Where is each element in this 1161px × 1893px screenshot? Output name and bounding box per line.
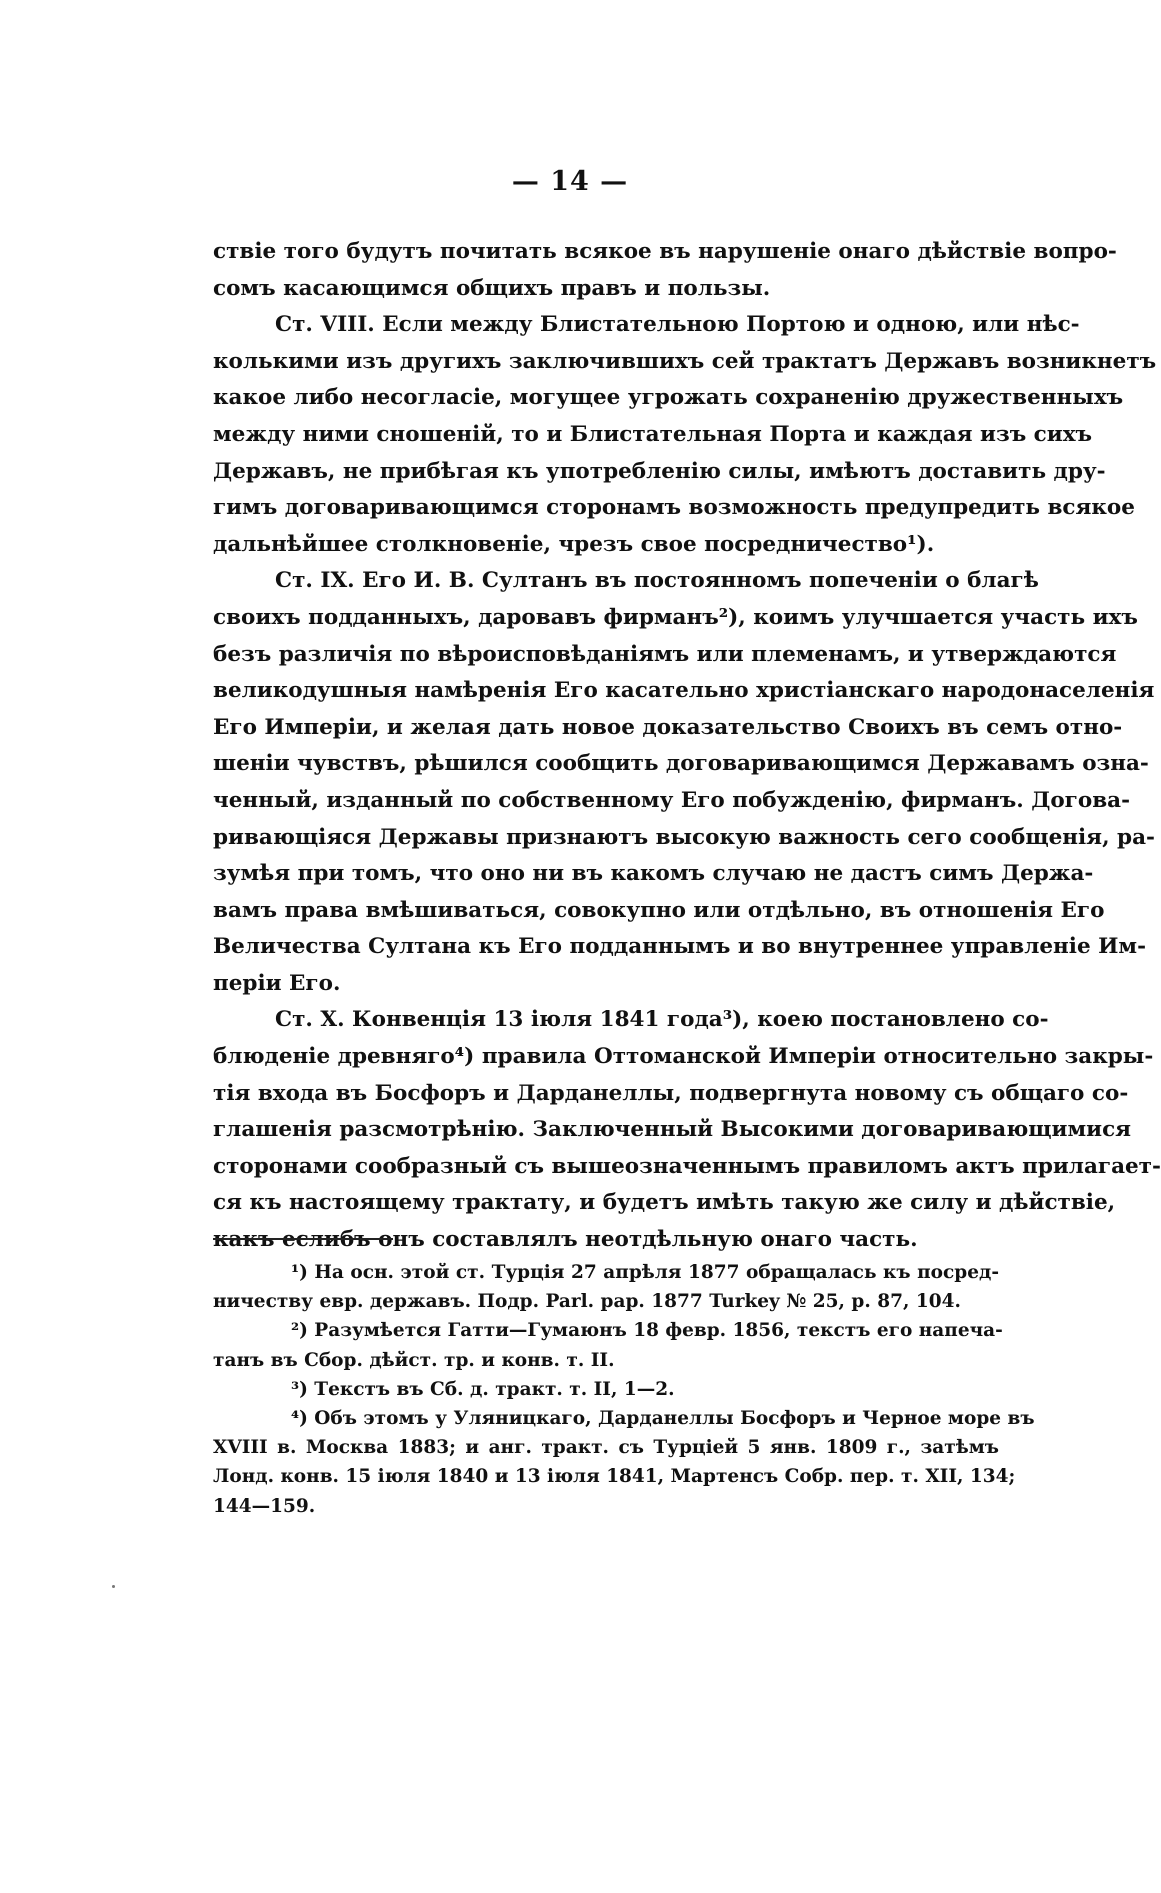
text-line: ствіе того будутъ почитать всякое въ нарушеніе онаго дѣйствіе вопро- bbox=[213, 239, 1117, 264]
text-line: Державъ, не прибѣгая къ употребленію силы, имѣютъ доставить дру- bbox=[213, 458, 1106, 484]
text-line: какъ еслибъ онъ составлялъ неотдѣльную онаго часть. bbox=[213, 1227, 918, 1253]
text-line: вамъ права вмѣшиваться, совокупно или отдѣльно, въ отношенія Его bbox=[213, 897, 1105, 923]
text-line: глашенія разсмотрѣнію. Заключенный Высокими договаривающимися bbox=[213, 1117, 1132, 1143]
footnote-line: XVIII в. Москва 1883; и анг. тракт. съ Турціей 5 янв. 1809 г., затѣмъ bbox=[213, 1437, 999, 1459]
main-text bbox=[213, 234, 1161, 1259]
footnote-line: ³) Текстъ въ Сб. д. тракт. т. II, 1—2. bbox=[291, 1378, 675, 1400]
text-line: ся къ настоящему трактату, и будетъ имѣть такую же силу и дѣйствіе, bbox=[213, 1190, 1116, 1216]
page-number: — 14 — bbox=[511, 166, 629, 197]
text-line: безъ различія по вѣроисповѣданіямъ или племенамъ, и утверждаются bbox=[213, 641, 1117, 667]
text-line: Его Имперіи, и желая дать новое доказательство Своихъ въ семъ отно- bbox=[213, 714, 1123, 740]
text-line: дальнѣйшее столкновеніе, чрезъ свое посредничество¹). bbox=[213, 531, 935, 557]
text-line: великодушныя намѣренія Его касательно христіанскаго народонаселенія bbox=[213, 678, 1155, 704]
footnote-line: Лонд. конв. 15 іюля 1840 и 13 іюля 1841, Мартенсъ Собр. пер. т. XII, 134; bbox=[213, 1466, 1016, 1488]
footnote-line: танъ въ Сбор. дѣйст. тр. и конв. т. II. bbox=[213, 1349, 615, 1371]
text-line: колькими изъ другихъ заключившихъ сей трактатъ Державъ возникнетъ bbox=[213, 348, 1157, 374]
footnote-line: ничеству евр. державъ. Подр. Parl. pap. 1877 Turkey № 25, p. 87, 104. bbox=[213, 1291, 961, 1313]
text-line: какое либо несогласіе, могущее угрожать сохраненію дружественныхъ bbox=[213, 385, 1124, 411]
footnote-line: ¹) На осн. этой ст. Турція 27 апрѣля 1877 обращалась къ посред- bbox=[291, 1262, 999, 1283]
text-line: ривающіяся Державы признаютъ высокую важность сего сообщенія, ра- bbox=[213, 824, 1155, 850]
text-line: между ними сношеній, то и Блистательная Порта и каждая изъ сихъ bbox=[213, 421, 1093, 447]
text-line: своихъ подданныхъ, даровавъ фирманъ²), коимъ улучшается участь ихъ bbox=[213, 604, 1138, 630]
text-line: сомъ касающимся общихъ правъ и пользы. bbox=[213, 275, 771, 301]
text-line: зумѣя при томъ, что оно ни въ какомъ случаю не дастъ симъ Держа- bbox=[213, 861, 1094, 887]
footnotes bbox=[213, 1258, 1035, 1521]
text-line: блюденіе древняго⁴) правила Оттоманской Имперіи относительно закры- bbox=[213, 1044, 1154, 1070]
footnote-line: ²) Разумѣется Гатти—Гумаюнъ 18 февр. 1856, текстъ его напеча- bbox=[291, 1320, 1003, 1342]
text-line: шеніи чувствъ, рѣшился сообщить договаривающимся Державамъ озна- bbox=[213, 751, 1149, 777]
text-line: сторонами сообразный съ вышеозначеннымъ правиломъ актъ прилагает- bbox=[213, 1153, 1161, 1179]
text-line: гимъ договаривающимся сторонамъ возможность предупредить всякое bbox=[213, 495, 1135, 521]
text-line: тія входа въ Босфоръ и Дарданеллы, подвергнута новому съ общаго со- bbox=[213, 1080, 1129, 1106]
text-line: Ст. X. Конвенція 13 іюля 1841 года³), коею постановлено со- bbox=[275, 1007, 1049, 1033]
text-line: Ст. IX. Его И. В. Султанъ въ постоянномъ попеченіи о благѣ bbox=[275, 568, 1039, 594]
text-line: Величества Султана къ Его подданнымъ и во внутреннее управленіе Им- bbox=[213, 934, 1147, 960]
footnote-separator bbox=[213, 1238, 393, 1240]
scan-speck bbox=[112, 1585, 115, 1588]
footnote-line: ⁴) Объ этомъ у Уляницкаго, Дарданеллы Босфоръ и Черное море въ bbox=[291, 1407, 1035, 1429]
footnote-line: 144—159. bbox=[213, 1495, 316, 1517]
text-line: ченный, изданный по собственному Его побужденію, фирманъ. Догова- bbox=[213, 787, 1130, 813]
text-line: Ст. VIII. Если между Блистательною Портою и одною, или нѣс- bbox=[275, 312, 1080, 338]
text-line: періи Его. bbox=[213, 970, 341, 996]
